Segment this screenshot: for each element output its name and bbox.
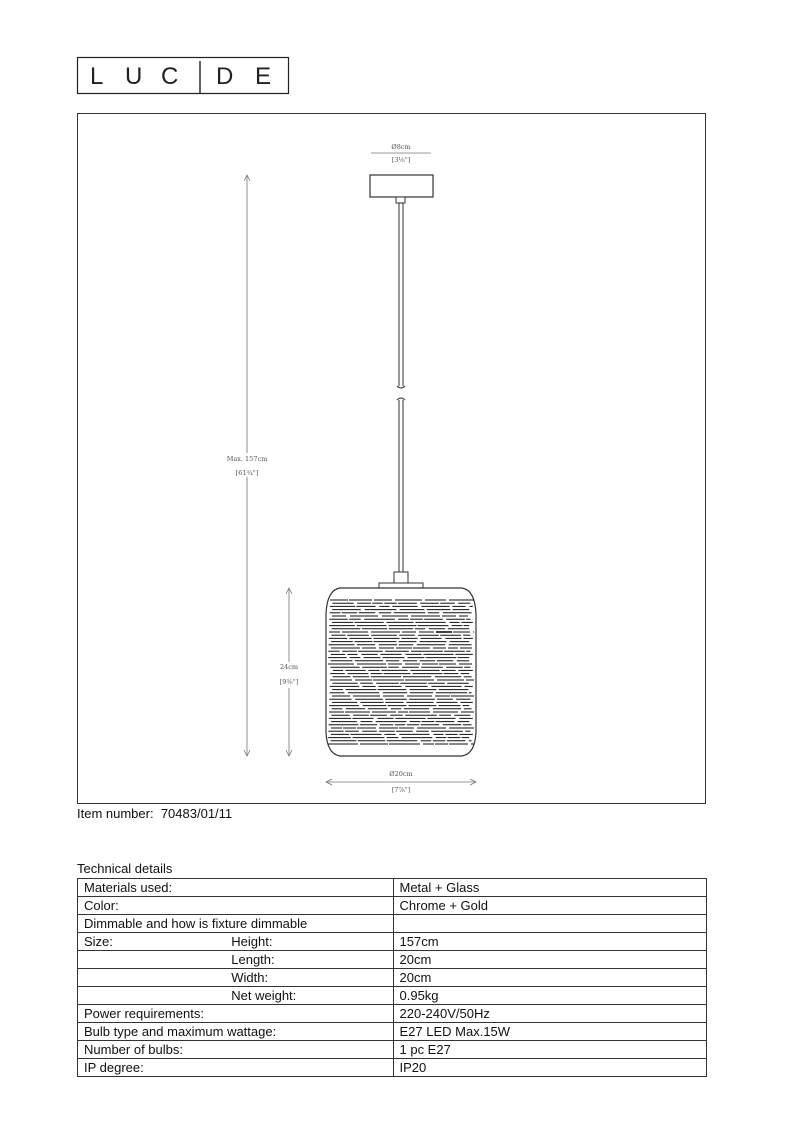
spec-value: Chrome + Gold [393, 897, 707, 915]
spec-sublabel: Height: [231, 933, 393, 951]
spec-label [78, 969, 232, 987]
canopy-dim-label: Ø8cm [391, 143, 411, 151]
spec-label: Bulb type and maximum wattage: [78, 1023, 394, 1041]
shade-width-label: Ø20cm [389, 770, 413, 778]
technical-details-table [77, 878, 707, 1077]
logo-letter-l: L [90, 63, 104, 90]
spec-value: 20cm [393, 969, 707, 987]
canopy-dim-inch-label: [3⅛"] [391, 156, 411, 164]
lamp-holder [394, 572, 408, 583]
spec-label: Size: [78, 933, 232, 951]
logo-letter-i: I [277, 37, 278, 38]
logo-letter-d: D [216, 63, 234, 90]
spec-value: 157cm [393, 933, 707, 951]
shade-height-label: 24cm [279, 663, 299, 671]
canopy-shape [370, 175, 433, 197]
spec-value: 220-240V/50Hz [393, 1005, 707, 1023]
spec-row [78, 1005, 707, 1023]
spec-row [78, 987, 707, 1005]
spec-row [78, 879, 707, 897]
spec-label: Power requirements: [78, 1005, 394, 1023]
spec-label [78, 987, 232, 1005]
spec-sublabel: Net weight: [231, 987, 393, 1005]
spec-label: Materials used: [78, 879, 394, 897]
shade-height-inch-label: [9⅜"] [279, 678, 299, 686]
spec-value: Metal + Glass [393, 879, 707, 897]
logo-letter-c: C [161, 63, 179, 90]
item-number-value: 70483/01/11 [160, 806, 233, 821]
spec-row [78, 933, 707, 951]
logo-letter-e: E [255, 63, 272, 90]
spec-sublabel: Width: [231, 969, 393, 987]
item-number [77, 806, 232, 821]
spec-sublabel: Length: [231, 951, 393, 969]
spec-row [78, 1059, 707, 1077]
spec-label: Color: [78, 897, 394, 915]
logo-letter-u: U [125, 63, 143, 90]
lucide-logo [77, 37, 289, 94]
spec-label: Dimmable and how is fixture dimmable [78, 915, 394, 933]
overall-height-label: Max. 157cm [226, 455, 268, 463]
canopy-stem [396, 197, 405, 203]
spec-row [78, 1023, 707, 1041]
spec-row [78, 1041, 707, 1059]
technical-details-title: Technical details [77, 861, 173, 876]
spec-row [78, 969, 707, 987]
cord-break-symbol [397, 386, 405, 400]
item-number-label: Item number: [77, 806, 154, 821]
spec-value [393, 915, 707, 933]
spec-row [78, 915, 707, 933]
shade-top-cap [379, 583, 423, 588]
spec-label: Number of bulbs: [78, 1041, 394, 1059]
spec-row [78, 951, 707, 969]
spec-label [78, 951, 232, 969]
technical-drawing-frame [77, 113, 706, 804]
spec-value: E27 LED Max.15W [393, 1023, 707, 1041]
spec-row [78, 897, 707, 915]
spec-value: 0.95kg [393, 987, 707, 1005]
spec-label: IP degree: [78, 1059, 394, 1077]
overall-height-inch-label: [61¾"] [235, 469, 259, 477]
spec-value: 1 pc E27 [393, 1041, 707, 1059]
spec-value: 20cm [393, 951, 707, 969]
shade-width-inch-label: [7⅞"] [391, 786, 411, 794]
technical-drawing [78, 114, 705, 803]
spec-value: IP20 [393, 1059, 707, 1077]
